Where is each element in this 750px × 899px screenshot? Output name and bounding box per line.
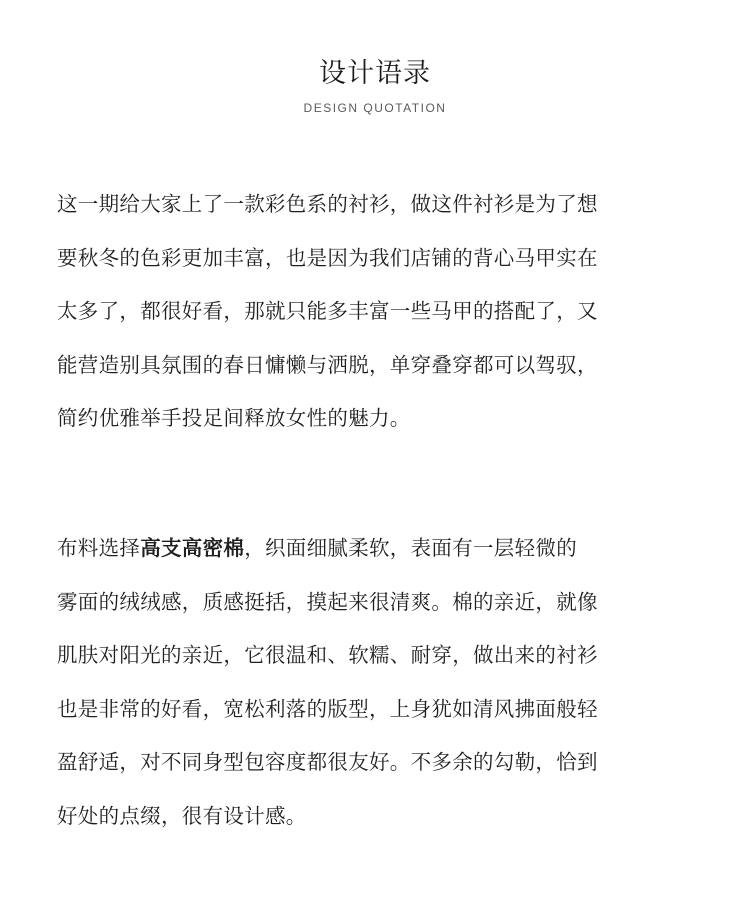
- paragraph-line: 能营造别具氛围的春日慵懒与洒脱，单穿叠穿都可以驾驭，: [57, 352, 598, 377]
- paragraph-line: 雾面的绒绒感，质感挺括，摸起来很清爽。棉的亲近，就像: [57, 589, 598, 614]
- paragraph-line: [57, 522, 707, 576]
- paragraph-line: 简约优雅举手投足间释放女性的魅力。: [57, 406, 411, 431]
- paragraph-line: 也是非常的好看，宽松利落的版型，上身犹如清风拂面般轻: [57, 696, 598, 721]
- design-description-paragraph: [57, 178, 707, 446]
- section-header: [0, 54, 750, 116]
- section-title: 设计语录: [319, 58, 431, 89]
- paragraph-line: 好处的点缀，很有设计感。: [57, 803, 307, 828]
- fabric-intro-continuation: ，织面细腻柔软，表面有一层轻微的: [244, 536, 578, 560]
- section-subtitle: DESIGN QUOTATION: [303, 101, 447, 115]
- fabric-highlight: 高支高密棉: [140, 536, 245, 560]
- paragraph-line: 太多了，都很好看，那就只能多丰富一些马甲的搭配了，又: [57, 299, 598, 324]
- fabric-intro-text: 布料选择: [57, 536, 141, 560]
- paragraph-line: 这一期给大家上了一款彩色系的衬衫，做这件衬衫是为了想: [57, 192, 598, 216]
- paragraph-line: 要秋冬的色彩更加丰富，也是因为我们店铺的背心马甲实在: [57, 245, 598, 270]
- paragraph-line: 肌肤对阳光的亲近，它很温和、软糯、耐穿，做出来的衬衫: [57, 643, 598, 668]
- paragraph-line: 盈舒适，对不同身型包容度都很友好。不多余的勾勒，恰到: [57, 750, 598, 775]
- fabric-description-paragraph: [57, 522, 707, 844]
